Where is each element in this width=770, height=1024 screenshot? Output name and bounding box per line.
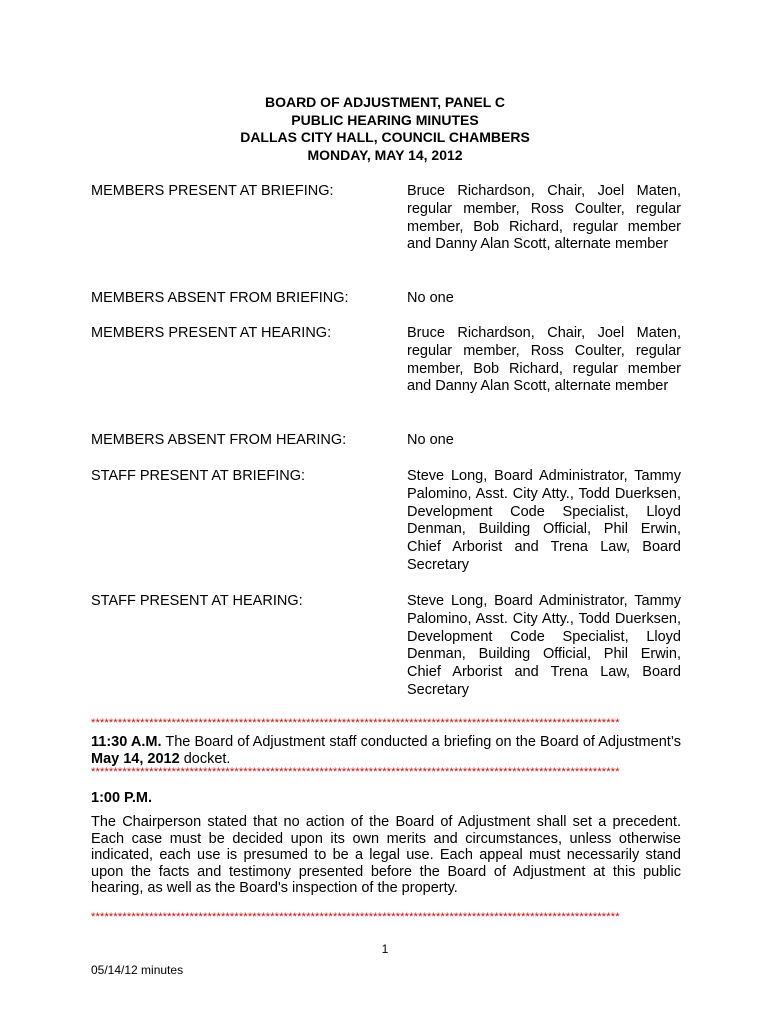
separator-line: ********************************************************************************************************************** (91, 717, 620, 729)
separator-line: ********************************************************************************************************************** (91, 911, 620, 923)
chairperson-statement: The Chairperson stated that no action of the Board of Adjustment shall set a precedent. Each case must be decided upon its own merits and circumstances, unless otherwise indicated, each use is presumed to be a legal use. Each appeal must necessarily stand upon the facts and testimony presented before the Board of Adjustment at this public hearing, as well as the Board's inspection of the property. (91, 814, 681, 896)
page-number: 1 (381, 942, 389, 956)
briefing-time: 11:30 A.M. (91, 734, 162, 750)
attendance-value: Steve Long, Board Administrator, Tammy Palomino, Asst. City Atty., Todd Duerksen, Development Code Specialist, Lloyd Denman, Building Official, Phil Erwin, Chief Arborist and Trena Law, Board Secretary (407, 593, 681, 698)
attendance-label: MEMBERS PRESENT AT HEARING: (91, 325, 332, 341)
header-location: DALLAS CITY HALL, COUNCIL CHAMBERS (240, 129, 530, 145)
attendance-value: Bruce Richardson, Chair, Joel Maten, regular member, Ross Coulter, regular member, Bob Richard, regular member and Danny Alan Scott, alternate member (407, 325, 681, 395)
hearing-time-heading: 1:00 P.M. (91, 790, 152, 806)
briefing-text: The Board of Adjustment staff conducted a briefing on the Board of Adjustment’s (161, 734, 681, 750)
briefing-paragraph (91, 734, 681, 767)
attendance-label: MEMBERS ABSENT FROM HEARING: (91, 432, 347, 448)
attendance-label: MEMBERS ABSENT FROM BRIEFING: (91, 290, 349, 306)
separator-line: ********************************************************************************************************************** (91, 766, 620, 778)
attendance-label: MEMBERS PRESENT AT BRIEFING: (91, 183, 334, 199)
briefing-date: May 14, 2012 (91, 750, 180, 767)
attendance-value: No one (407, 290, 454, 306)
attendance-value: Steve Long, Board Administrator, Tammy Palomino, Asst. City Atty., Todd Duerksen, Development Code Specialist, Lloyd Denman, Building Official, Phil Erwin, Chief Arborist and Trena Law, Board Secretary (407, 468, 681, 573)
header-minutes-title: PUBLIC HEARING MINUTES (291, 111, 479, 128)
footer-text: 05/14/12 minutes (91, 963, 184, 977)
briefing-text-end: docket. (179, 750, 231, 767)
document-header (0, 94, 770, 164)
header-board-title: BOARD OF ADJUSTMENT, PANEL C (264, 94, 506, 110)
attendance-value: Bruce Richardson, Chair, Joel Maten, regular member, Ross Coulter, regular member, Bob Richard, regular member and Danny Alan Scott, alternate member (407, 183, 681, 253)
attendance-value: No one (407, 432, 454, 448)
attendance-label: STAFF PRESENT AT HEARING: (91, 593, 303, 609)
header-date: MONDAY, MAY 14, 2012 (307, 146, 463, 163)
attendance-label: STAFF PRESENT AT BRIEFING: (91, 468, 306, 484)
